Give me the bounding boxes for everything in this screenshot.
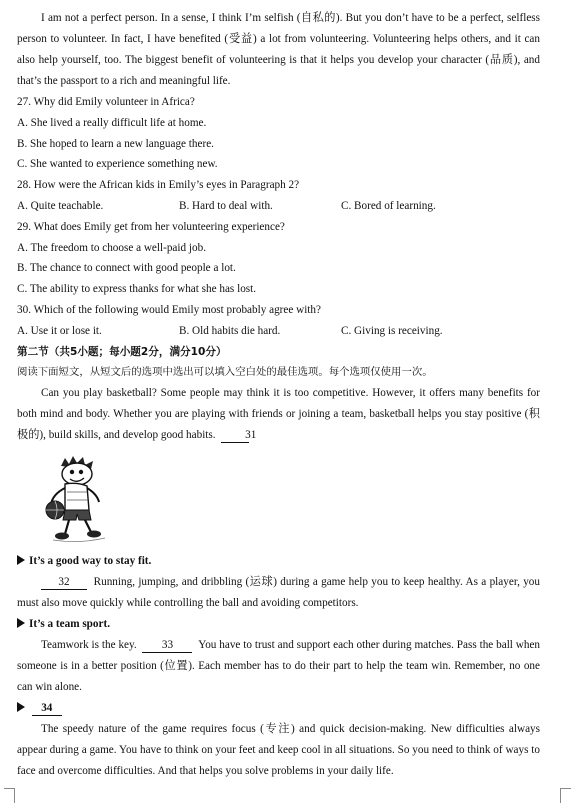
- page-corner-mark: [4, 788, 15, 803]
- question-stem: 29. What does Emily get from her volunteering experience?: [17, 220, 285, 233]
- option-a: A. She lived a really difficult life at home.: [17, 116, 207, 129]
- options-row: [17, 196, 540, 217]
- basketball-player-cartoon: [43, 454, 115, 544]
- heading-2: It’s a team sport.: [17, 614, 540, 635]
- question-stem: 28. How were the African kids in Emily’s eyes in Paragraph 2?: [17, 179, 300, 192]
- arrow-bullet-icon: [17, 618, 25, 628]
- option-c: C. Giving is receiving.: [341, 324, 443, 337]
- page-corner-mark: [560, 788, 571, 803]
- blank-34: 34: [32, 701, 62, 716]
- paragraph-32-text: Running, jumping, and dribbling (运球) during a game help you to keep healthy. As a player, you must also move quickly while controlling the ball and avoiding competitors.: [17, 575, 540, 609]
- blank-33: 33: [142, 638, 192, 653]
- option-b: B. Hard to deal with.: [179, 199, 273, 212]
- question-28: [17, 175, 540, 217]
- paragraph-33-text-a: Teamwork is the key.: [41, 638, 137, 651]
- heading-1: It’s a good way to stay fit.: [17, 551, 540, 572]
- option-c: C. The ability to express thanks for what she has lost.: [17, 283, 257, 296]
- option-b: B. The chance to connect with good people a lot.: [17, 262, 236, 275]
- document-page: [17, 8, 540, 782]
- option-b: B. She hoped to learn a new language there.: [17, 137, 214, 150]
- question-30: [17, 300, 540, 342]
- question-27: [17, 92, 540, 175]
- option-b: B. Old habits die hard.: [179, 324, 281, 337]
- paragraph-33-text-b: You have to trust and support each other during matches. Pass the ball when someone is in a better position (位置). Each member has to do their part to help the team win. Remember, no one can win alone.: [17, 638, 541, 693]
- question-stem: 27. Why did Emily volunteer in Africa?: [17, 96, 195, 108]
- arrow-bullet-icon: [17, 555, 25, 565]
- section-title: 第二节（共5小题；每小题2分，满分10分）: [17, 345, 227, 358]
- blank-32: 32: [41, 575, 87, 590]
- option-a: A. Use it or lose it.: [17, 324, 102, 337]
- question-stem: 30. Which of the following would Emily most probably agree with?: [17, 303, 321, 316]
- blank-31: 31: [221, 428, 249, 443]
- option-a: A. The freedom to choose a well-paid job.: [17, 241, 206, 254]
- heading-3: [17, 698, 540, 719]
- intro-text: Can you play basketball? Some people may think it is too competitive. However, it offers many benefits for both mind and body. Whether you are playing with friends or joining a team, basketball helps you stay positive (积极的), build skills, and develop good habits.: [17, 386, 540, 441]
- paragraph-33: [17, 635, 540, 698]
- instruction: 阅读下面短文，从短文后的选项中选出可以填入空白处的最佳选项。每个选项仅使用一次。: [17, 365, 433, 378]
- option-c: C. Bored of learning.: [341, 199, 436, 212]
- option-c: C. She wanted to experience something new.: [17, 158, 218, 171]
- paragraph-32: [17, 572, 540, 614]
- paragraph-34: The speedy nature of the game requires focus (专注) and quick decision-making. New difficulties always appear during a game. You have to think on your feet and keep cool in all situations. So you need to think of ways to face and overcome difficulties. And that helps you solve problems in your daily life.: [17, 722, 540, 777]
- intro-paragraph: [17, 383, 540, 446]
- options-row: [17, 321, 540, 342]
- question-29: [17, 217, 540, 300]
- arrow-bullet-icon: [17, 702, 25, 712]
- passage-end: I am not a perfect person. In a sense, I think I’m selfish (自私的). But you don’t have to be a perfect, selfless person to volunteer. In fact, I have benefited (受益) a lot from volunteering. Volunteering helps others, and it can also help yourself, too. The biggest benefit of volunteering is that it helps you develop your character (品质), and that’s the passport to a rich and meaningful life.: [17, 12, 540, 87]
- option-a: A. Quite teachable.: [17, 199, 104, 212]
